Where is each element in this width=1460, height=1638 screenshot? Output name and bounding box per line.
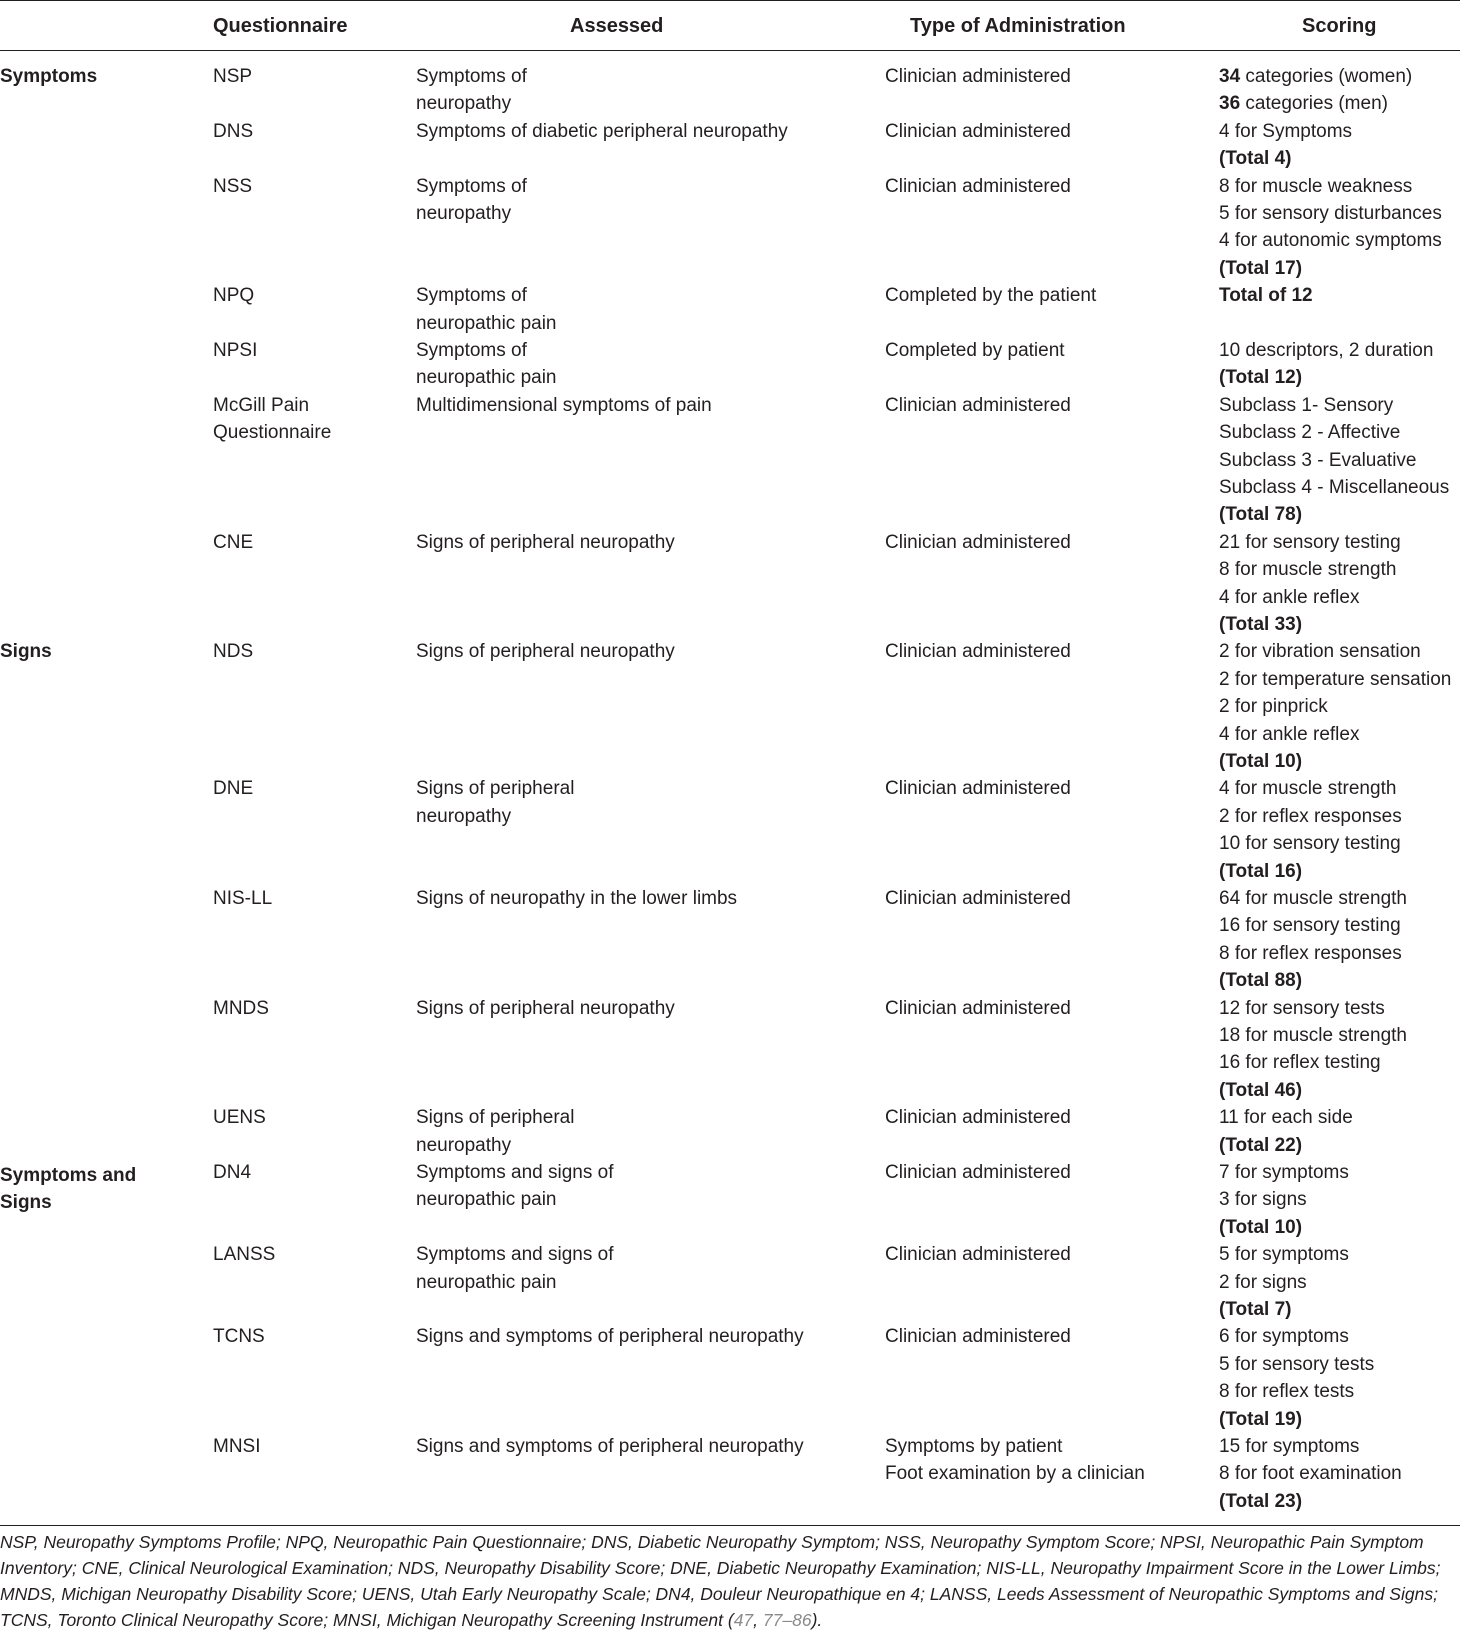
scoring-text: categories (women) [1240, 66, 1413, 87]
cell-line [1219, 1460, 1402, 1487]
scoring-bold: (Total 10) [1219, 751, 1303, 773]
administration-cell [885, 173, 1071, 200]
scoring-text: 2 for reflex responses [1219, 805, 1402, 827]
cell-line [1219, 173, 1442, 200]
scoring-cell [1219, 1104, 1353, 1159]
scoring-text: Subclass 1- Sensory [1219, 394, 1394, 416]
scoring-text: 8 for muscle strength [1219, 559, 1397, 581]
cell-line [1219, 775, 1402, 802]
scoring-text: 15 for symptoms [1219, 1436, 1360, 1457]
scoring-bold: (Total 88) [1219, 970, 1303, 992]
scoring-cell [1219, 1241, 1349, 1323]
cell-line: neuropathy [416, 1134, 512, 1156]
cell-line: DNE [213, 778, 254, 800]
cell-line [1219, 995, 1407, 1022]
assessed-cell [416, 1323, 804, 1350]
cell-line: Clinician administered [885, 1107, 1071, 1129]
scoring-text: 64 for muscle strength [1219, 888, 1407, 909]
administration-cell [885, 885, 1071, 912]
cell-line [1219, 200, 1442, 227]
cell-line: Completed by the patient [885, 285, 1097, 307]
questionnaire-cell [213, 529, 253, 556]
header-scoring: Scoring [1302, 15, 1377, 37]
category-symptoms-and-signs [0, 1162, 136, 1217]
scoring-text: 6 for symptoms [1219, 1326, 1349, 1348]
top-rule [0, 0, 1460, 1]
cell-line [1219, 1433, 1402, 1460]
administration-cell [885, 392, 1071, 419]
cell-line [1219, 940, 1407, 967]
cell-line [1219, 1077, 1407, 1104]
scoring-bold: (Total 33) [1219, 614, 1303, 636]
cell-line [1219, 666, 1451, 693]
administration-cell [885, 529, 1071, 556]
cell-line [1219, 803, 1402, 830]
footnote-separator: , [753, 1610, 763, 1630]
footnote-end: ). [811, 1610, 823, 1630]
cell-line: Clinician administered [885, 1326, 1071, 1348]
scoring-text: 4 for Symptoms [1219, 120, 1353, 142]
scoring-text: 5 for sensory tests [1219, 1353, 1375, 1375]
cell-line: Clinician administered [885, 1244, 1071, 1266]
cell-line: Multidimensional symptoms of pain [416, 394, 712, 416]
administration-cell [885, 638, 1071, 665]
cell-line: NSS [213, 175, 253, 197]
cell-line: DN4 [213, 1162, 252, 1183]
cell-line [1219, 118, 1352, 145]
cell-line [1219, 282, 1313, 309]
scoring-bold: (Total 10) [1219, 1216, 1303, 1238]
cell-line: Clinician administered [885, 778, 1071, 800]
questionnaire-cell [213, 885, 272, 912]
cell-line [1219, 858, 1402, 885]
cell-line [1219, 474, 1449, 501]
category-line: Signs [0, 1192, 52, 1214]
cell-line [1219, 1296, 1349, 1323]
cell-line [1219, 255, 1442, 282]
cell-line: Signs of neuropathy in the lower limbs [416, 888, 738, 909]
cell-line: Signs of peripheral neuropathy [416, 641, 675, 663]
scoring-cell [1219, 638, 1451, 775]
cell-line [1219, 721, 1451, 748]
cell-line: Questionnaire [213, 422, 332, 444]
scoring-text: 10 for sensory testing [1219, 833, 1401, 855]
assessed-cell [416, 1104, 574, 1159]
cell-line: NIS-LL [213, 888, 273, 909]
cell-line: Clinician administered [885, 641, 1071, 663]
scoring-text: 16 for sensory testing [1219, 915, 1401, 937]
assessed-cell [416, 885, 737, 912]
cell-line: UENS [213, 1107, 266, 1129]
administration-cell [885, 1323, 1071, 1350]
administration-cell [885, 1159, 1071, 1186]
cell-line [1219, 611, 1401, 638]
scoring-text: categories (men) [1240, 93, 1388, 115]
cell-line: Symptoms and signs of [416, 1244, 614, 1266]
administration-cell [885, 337, 1065, 364]
category-symptoms: Symptoms [0, 66, 98, 87]
scoring-cell [1219, 392, 1449, 529]
administration-cell [885, 995, 1071, 1022]
questionnaire-cell [213, 1159, 251, 1186]
scoring-cell [1219, 337, 1433, 392]
cell-line: Signs of peripheral [416, 778, 575, 800]
cell-line: Signs of peripheral neuropathy [416, 531, 675, 553]
cell-line [1219, 912, 1407, 939]
footnote-reference[interactable]: 77 [762, 1610, 783, 1630]
scoring-text: 2 for temperature sensation [1219, 668, 1452, 690]
assessed-cell [416, 529, 675, 556]
cell-line [1219, 501, 1449, 528]
questionnaire-cell [213, 995, 269, 1022]
scoring-cell [1219, 1433, 1402, 1515]
scoring-bold: 34 [1219, 66, 1241, 87]
cell-line [1219, 419, 1449, 446]
cell-line: MNDS [213, 997, 269, 1019]
scoring-bold: (Total 17) [1219, 257, 1303, 279]
scoring-cell [1219, 775, 1402, 885]
scoring-cell [1219, 173, 1442, 283]
cell-line [1219, 529, 1401, 556]
scoring-text: 21 for sensory testing [1219, 531, 1401, 553]
cell-line [1219, 1378, 1374, 1405]
cell-line [1219, 63, 1412, 90]
scoring-text: Subclass 4 - Miscellaneous [1219, 477, 1450, 499]
questionnaire-cell [213, 1323, 265, 1350]
cell-line: Clinician administered [885, 888, 1071, 909]
administration-cell [885, 118, 1071, 145]
cell-line: MNSI [213, 1436, 261, 1457]
scoring-text: 4 for ankle reflex [1219, 586, 1360, 608]
scoring-text: 7 for symptoms [1219, 1162, 1349, 1183]
cell-line [1219, 447, 1449, 474]
scoring-bold: (Total 22) [1219, 1134, 1303, 1156]
cell-line [1219, 830, 1402, 857]
cell-line: NPQ [213, 285, 255, 307]
scoring-bold: 36 [1219, 93, 1241, 115]
cell-line: TCNS [213, 1326, 265, 1348]
scoring-text: 10 descriptors, 2 duration [1219, 340, 1434, 361]
cell-line: Symptoms of [416, 175, 527, 197]
cell-line: CNE [213, 531, 254, 553]
scoring-text: 2 for signs [1219, 1271, 1307, 1293]
footnote-text: NSP, Neuropathy Symptoms Profile; NPQ, Neuropathic Pain Questionnaire; DNS, Diabetic Neuropathy Symptom; NSS, Neuropathy Symptom Score; NPSI, Neuropathic Pain Symptom Inventory; CNE, Clinical Neurological Examination; NDS, Neuropathy Disability Score; DNE, Diabetic Neuropathy Examination; NIS-LL, Neuropathy Impairment Score in the Lower Limbs; MNDS, Michigan Neuropathy Disability Score; UENS, Utah Early Neuropathy Scale; DN4, Douleur Neuropathique en 4; LANSS, Leeds Assessment of Neuropathic Symptoms and Signs; TCNS, Toronto Clinical Neuropathy Score; MNSI, Michigan Neuropathy Screening Instrument ( [0, 1532, 1441, 1630]
cell-line [1219, 1022, 1407, 1049]
assessed-cell [416, 1433, 804, 1460]
questionnaire-cell [213, 1433, 261, 1460]
cell-line: neuropathy [416, 203, 512, 224]
cell-line: McGill Pain [213, 394, 310, 416]
scoring-cell [1219, 885, 1407, 995]
cell-line [1219, 392, 1449, 419]
cell-line [1219, 1488, 1402, 1515]
cell-line: Symptoms and signs of [416, 1162, 614, 1183]
cell-line: NPSI [213, 340, 258, 361]
cell-line: Symptoms of [416, 66, 527, 87]
cell-line [1219, 1323, 1374, 1350]
cell-line: neuropathy [416, 805, 512, 827]
cell-line: Foot examination by a clinician [885, 1463, 1145, 1485]
assessed-cell [416, 775, 574, 830]
cell-line: Clinician administered [885, 1162, 1071, 1183]
cell-line: Clinician administered [885, 175, 1071, 197]
scoring-bold: (Total 19) [1219, 1408, 1303, 1430]
cell-line: Clinician administered [885, 66, 1071, 87]
administration-cell [885, 63, 1071, 90]
cell-line: neuropathic pain [416, 1189, 557, 1211]
cell-line [1219, 967, 1407, 994]
assessed-cell [416, 995, 675, 1022]
cell-line: NSP [213, 66, 253, 87]
cell-line [1219, 1241, 1349, 1268]
scoring-text: 8 for reflex tests [1219, 1381, 1355, 1403]
scoring-text: 4 for autonomic symptoms [1219, 230, 1442, 252]
table-footnote [0, 1529, 1460, 1633]
cell-line: Clinician administered [885, 394, 1071, 416]
cell-line: Clinician administered [885, 997, 1071, 1019]
scoring-text: Subclass 2 - Affective [1219, 422, 1401, 444]
header-administration: Type of Administration [910, 15, 1126, 37]
assessed-cell [416, 392, 712, 419]
cell-line: Signs of peripheral [416, 1107, 575, 1129]
cell-line: Symptoms by patient [885, 1436, 1063, 1457]
assessed-cell [416, 638, 675, 665]
questionnaire-cell [213, 1104, 266, 1131]
scoring-bold: (Total 23) [1219, 1490, 1303, 1512]
cell-line: Completed by patient [885, 340, 1065, 361]
cell-line [1219, 1159, 1349, 1186]
cell-line [1219, 1351, 1374, 1378]
scoring-text: 4 for muscle strength [1219, 778, 1397, 800]
assessed-cell [416, 173, 527, 228]
scoring-text: Subclass 3 - Evaluative [1219, 449, 1417, 471]
scoring-bold: Total of 12 [1219, 285, 1313, 307]
questionnaire-cell [213, 173, 252, 200]
cell-line: Signs and symptoms of peripheral neuropathy [416, 1326, 804, 1348]
footnote-reference[interactable]: 47 [733, 1610, 754, 1630]
header-questionnaire: Questionnaire [213, 15, 348, 37]
scoring-text: 8 for reflex responses [1219, 942, 1402, 964]
scoring-bold: (Total 16) [1219, 860, 1303, 882]
cell-line: Clinician administered [885, 120, 1071, 142]
questionnaire-cell [213, 775, 253, 802]
category-signs: Signs [0, 641, 52, 662]
cell-line [1219, 1132, 1353, 1159]
cell-line [1219, 227, 1442, 254]
scoring-bold: (Total 12) [1219, 367, 1303, 389]
cell-line [1219, 748, 1451, 775]
assessed-cell [416, 337, 557, 392]
cell-line [1219, 885, 1407, 912]
footnote-separator: – [782, 1610, 793, 1630]
scoring-text: 3 for signs [1219, 1189, 1307, 1211]
scoring-text: 4 for ankle reflex [1219, 723, 1360, 745]
cell-line [1219, 638, 1451, 665]
cell-line [1219, 337, 1433, 364]
administration-cell [885, 775, 1071, 802]
cell-line: LANSS [213, 1244, 276, 1266]
administration-cell [885, 282, 1096, 309]
assessed-cell [416, 118, 788, 145]
scoring-bold: (Total 4) [1219, 148, 1292, 170]
scoring-bold: (Total 46) [1219, 1079, 1303, 1101]
scoring-bold: (Total 78) [1219, 504, 1303, 526]
cell-line [1219, 90, 1412, 117]
scoring-text: 8 for foot examination [1219, 1463, 1402, 1485]
cell-line [1219, 1049, 1407, 1076]
cell-line [1219, 364, 1433, 391]
bottom-rule [0, 1525, 1460, 1526]
scoring-cell [1219, 995, 1407, 1105]
scoring-cell [1219, 529, 1401, 639]
questionnaire-cell [213, 638, 253, 665]
questionnaire-cell [213, 1241, 275, 1268]
cell-line [1219, 693, 1451, 720]
cell-line: DNS [213, 120, 254, 142]
administration-cell [885, 1104, 1071, 1131]
cell-line: Symptoms of diabetic peripheral neuropathy [416, 120, 788, 142]
scoring-cell [1219, 63, 1412, 118]
assessed-cell [416, 1241, 613, 1296]
cell-line [1219, 584, 1401, 611]
cell-line [1219, 1214, 1349, 1241]
cell-line [1219, 556, 1401, 583]
administration-cell [885, 1433, 1145, 1488]
cell-line: Symptoms of [416, 340, 527, 361]
questionnaire-cell [213, 282, 254, 309]
cell-line [1219, 1406, 1374, 1433]
assessed-cell [416, 63, 527, 118]
cell-line: neuropathic pain [416, 367, 557, 389]
scoring-cell [1219, 1159, 1349, 1241]
scoring-text: 5 for sensory disturbances [1219, 203, 1442, 224]
category-line: Symptoms and [0, 1165, 137, 1186]
cell-line [1219, 145, 1352, 172]
cell-line: neuropathic pain [416, 312, 557, 334]
scoring-text: 11 for each side [1219, 1107, 1353, 1129]
footnote-reference[interactable]: 86 [792, 1610, 812, 1630]
cell-line: Signs of peripheral neuropathy [416, 997, 675, 1019]
cell-line: Clinician administered [885, 531, 1071, 553]
cell-line: neuropathy [416, 93, 512, 115]
assessed-cell [416, 282, 557, 337]
assessed-cell [416, 1159, 613, 1214]
scoring-text: 5 for symptoms [1219, 1244, 1349, 1266]
questionnaire-cell [213, 63, 252, 90]
cell-line [1219, 1104, 1353, 1131]
scoring-text: 12 for sensory tests [1219, 997, 1385, 1019]
scoring-text: 2 for vibration sensation [1219, 641, 1421, 663]
scoring-cell [1219, 282, 1313, 309]
cell-line: NDS [213, 641, 254, 663]
scoring-text: 16 for reflex testing [1219, 1052, 1381, 1074]
header-rule [0, 50, 1460, 51]
cell-line [1219, 1269, 1349, 1296]
scoring-text: 8 for muscle weakness [1219, 175, 1413, 197]
scoring-text: 2 for pinprick [1219, 696, 1328, 718]
scoring-text: 18 for muscle strength [1219, 1025, 1407, 1046]
cell-line: neuropathic pain [416, 1271, 557, 1293]
cell-line [1219, 1186, 1349, 1213]
questionnaire-cell [213, 337, 257, 364]
questionnaire-cell [213, 392, 331, 447]
cell-line: Signs and symptoms of peripheral neuropathy [416, 1436, 804, 1457]
cell-line: Symptoms of [416, 285, 527, 307]
scoring-cell [1219, 118, 1352, 173]
questionnaire-cell [213, 118, 253, 145]
scoring-bold: (Total 7) [1219, 1299, 1292, 1320]
header-assessed: Assessed [570, 15, 664, 37]
administration-cell [885, 1241, 1071, 1268]
scoring-cell [1219, 1323, 1374, 1433]
